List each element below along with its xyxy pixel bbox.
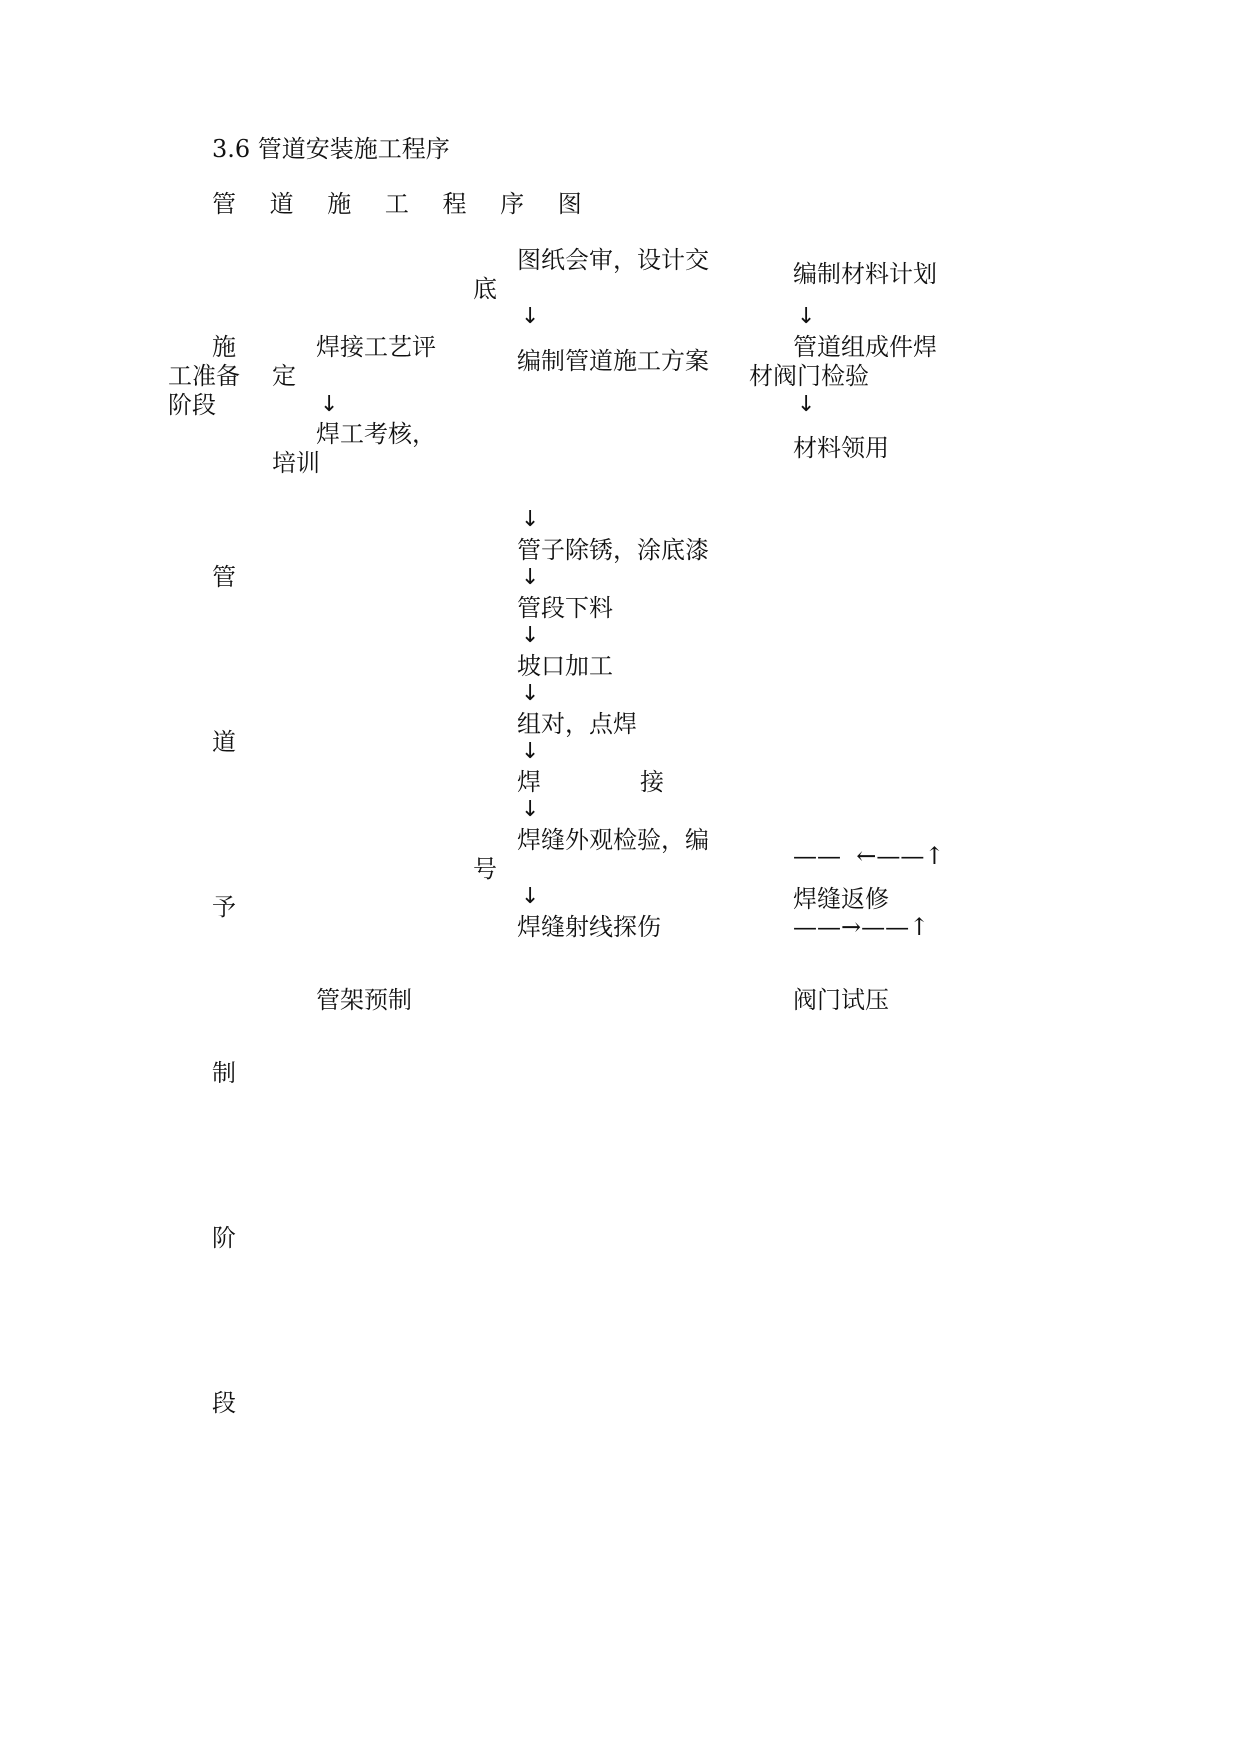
down-arrow-icon: ↓ (521, 797, 540, 822)
diagram-title: 管 道 施 工 程 序 图 (212, 190, 595, 218)
down-arrow-icon: ↓ (521, 739, 540, 764)
weld-visual-inspection-line2: 号 (473, 855, 497, 883)
fitup-tack-weld: 组对，点焊 (517, 710, 637, 738)
stage-prep-line1: 施 (212, 333, 236, 361)
down-arrow-icon: ↓ (521, 623, 540, 648)
stage-prefab-char: 段 (212, 1389, 236, 1417)
pipe-derust-prime: 管子除锈，涂底漆 (517, 536, 709, 564)
welding-char-1: 焊 (517, 768, 541, 796)
welder-training-line1: 焊工考核， (316, 420, 436, 448)
pipe-support-prefab: 管架预制 (316, 986, 412, 1014)
down-arrow-icon: ↓ (521, 507, 540, 532)
down-arrow-icon: ↓ (797, 304, 816, 329)
construction-plan: 编制管道施工方案 (517, 347, 709, 375)
stage-prep-line2: 工准备 (168, 362, 240, 390)
weld-radiography: 焊缝射线探伤 (517, 913, 661, 941)
weld-repair: 焊缝返修 (793, 885, 889, 913)
down-arrow-icon: ↓ (521, 884, 540, 909)
material-issue: 材料领用 (793, 434, 889, 462)
stage-prefab-char: 道 (212, 728, 236, 756)
pipe-cutting: 管段下料 (517, 594, 613, 622)
bevel-machining: 坡口加工 (517, 652, 613, 680)
section-title: 3.6 管道安装施工程序 (212, 135, 450, 163)
stage-prefab-char: 阶 (212, 1224, 236, 1252)
down-arrow-icon: ↓ (320, 392, 339, 417)
drawing-review-line1: 图纸会审，设计交 (517, 246, 709, 274)
drawing-review-line2: 底 (473, 275, 497, 303)
stage-prefab-char: 制 (212, 1059, 236, 1087)
down-arrow-icon: ↓ (521, 565, 540, 590)
component-inspection-line1: 管道组成件焊 (793, 333, 937, 361)
down-arrow-icon: ↓ (521, 304, 540, 329)
stage-prefab-char: 管 (212, 563, 236, 591)
welder-training-line2: 培训 (272, 449, 320, 477)
welding-char-2: 接 (640, 768, 664, 796)
component-inspection-line2: 材阀门检验 (749, 362, 869, 390)
valve-pressure-test: 阀门试压 (793, 986, 889, 1014)
weld-visual-inspection-line1: 焊缝外观检验，编 (517, 826, 709, 854)
stage-prefab-char: 予 (212, 893, 236, 921)
repair-loop-bottom-line: ——→——↑ (793, 913, 930, 941)
down-arrow-icon: ↓ (521, 681, 540, 706)
repair-loop-top-line: —— ←——↑ (793, 842, 945, 870)
stage-prep-line3: 阶段 (168, 391, 216, 419)
weld-procedure-eval-line1: 焊接工艺评 (316, 333, 436, 361)
weld-procedure-eval-line2: 定 (272, 362, 296, 390)
down-arrow-icon: ↓ (797, 392, 816, 417)
material-plan: 编制材料计划 (793, 260, 937, 288)
